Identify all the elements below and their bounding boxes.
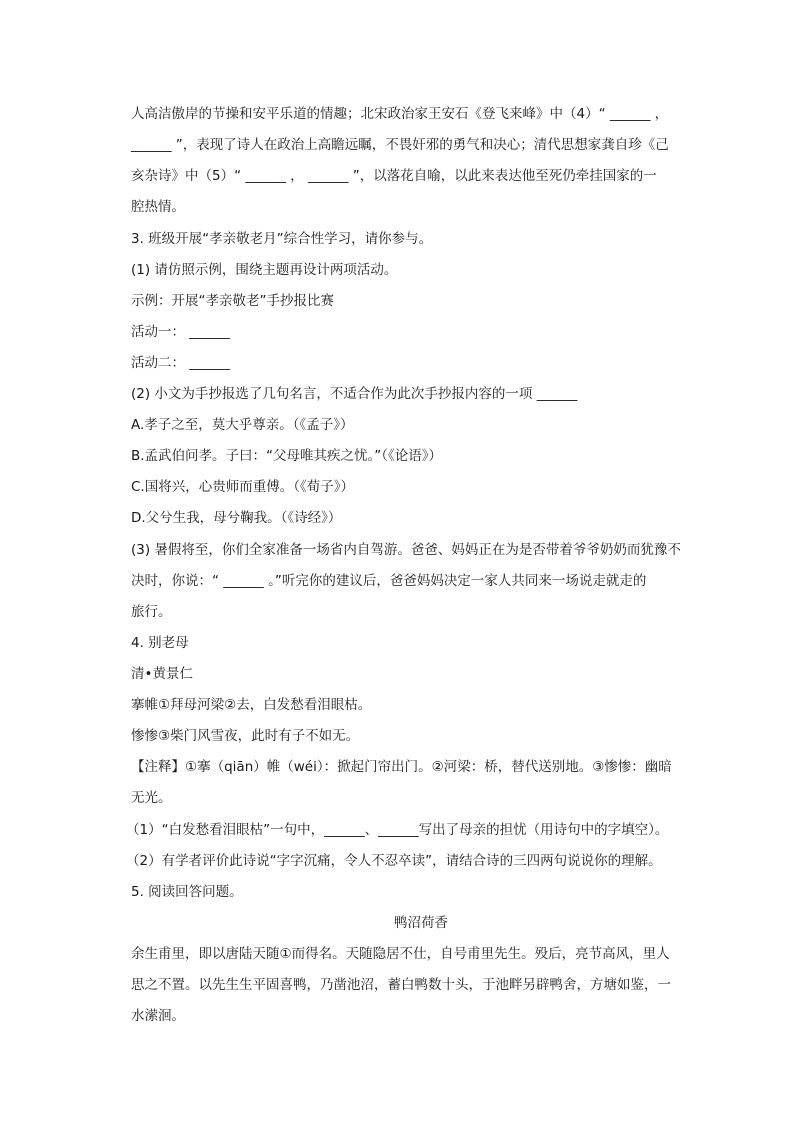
passage-title: 鸭沼荷香 [394, 915, 448, 931]
poem-question-2: （2）有学者评价此诗说“字字沉痛，令人不忍卒读”，请结合诗的三四两句说说你的理解。 [126, 853, 662, 869]
passage-line: 思之不置。以先生生平固喜鸭，乃凿池沼，蓄白鸭数十头，于池畔另辟鸭舍，方塘如鉴，一 [131, 977, 671, 993]
text-line: ______ ”，表现了诗人在政治上高瞻远瞩，不畏奸邪的勇气和决心；清代思想家龚自珍《己 [131, 137, 669, 153]
text-line: 旅行。 [131, 604, 172, 620]
sub-question-3: (3) 暑假将至，你们全家准备一场省内自驾游。爸爸、妈妈正在为是否带着爷爷奶奶而犹豫不 [131, 542, 681, 558]
question-3-heading: 3. 班级开展“孝亲敬老月”综合性学习，请你参与。 [131, 231, 433, 247]
annotation-line: 【注释】①搴（qiān）帷（wéi）：掀起门帘出门。②河梁：桥，替代送别地。③惨惨：幽暗 [131, 759, 672, 775]
option-a: A.孝子之至，莫大乎尊亲。（《孟子》） [131, 417, 354, 433]
text-line: 腔热情。 [131, 199, 185, 215]
poem-author: 清•黄景仁 [131, 666, 193, 682]
activity-1-line: 活动一： ______ [131, 324, 230, 340]
activity-2-line: 活动二： ______ [131, 355, 230, 371]
sub-question-1: (1) 请仿照示例，围绕主题再设计两项活动。 [131, 262, 398, 278]
poem-question-1: （1）“白发愁看泪眼枯”一句中，______、______写出了母亲的担忧（用诗句中的字填空）。 [126, 822, 669, 838]
text-line: 人高洁傲岸的节操和安平乐道的情趣；北宋政治家王安石《登飞来峰》中（4）“ ______ ， [131, 106, 669, 122]
passage-line: 余生甫里，即以唐陆天随①而得名。天随隐居不仕，自号甫里先生。殁后，亮节高风，里人 [131, 946, 670, 962]
text-line: 决时，你说：“ ______ 。”听完你的建议后，爸爸妈妈决定一家人共同来一场说走就走的 [131, 573, 647, 589]
example-line: 示例：开展“孝亲敬老”手抄报比赛 [131, 293, 334, 309]
passage-line: 水潆洄。 [131, 1008, 185, 1024]
annotation-line: 无光。 [131, 790, 172, 806]
question-5-heading: 5. 阅读回答问题。 [131, 884, 243, 900]
option-b: B.孟武伯问孝。子曰：“父母唯其疾之忧。”（《论语》） [131, 448, 443, 464]
sub-question-2: (2) 小文为手抄报选了几句名言，不适合作为此次手抄报内容的一项 ______ [131, 386, 578, 402]
poem-line: 惨惨③柴门风雪夜，此时有子不如无。 [131, 728, 360, 744]
poem-line: 搴帷①拜母河梁②去，白发愁看泪眼枯。 [131, 697, 372, 713]
option-d: D.父兮生我，母兮鞠我。（《诗经》） [131, 510, 342, 526]
question-4-heading: 4. 别老母 [131, 635, 189, 651]
option-c: C.国将兴，心贵师而重傅。（《荀子》） [131, 479, 354, 495]
text-line: 亥杂诗》中（5）“ ______ ， ______ ”，以落花自喻，以此来表达他至死仍牵挂国家的一 [131, 168, 657, 184]
